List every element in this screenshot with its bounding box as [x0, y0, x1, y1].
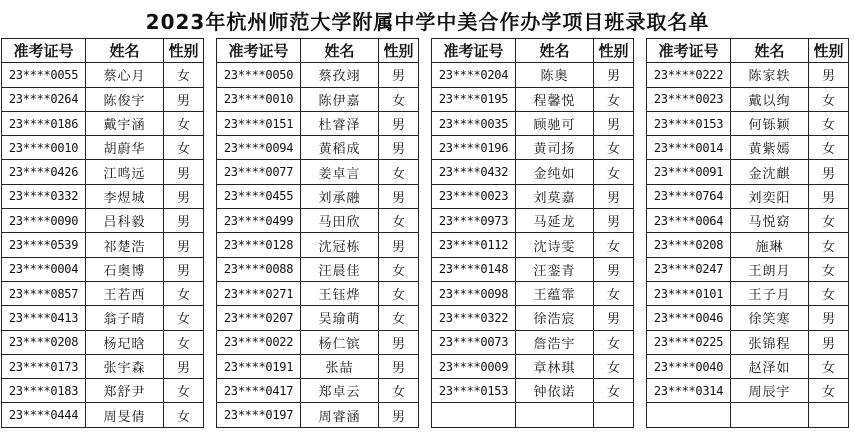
exam-id-cell: 23****0148	[432, 257, 516, 281]
name-cell: 赵泽如	[731, 354, 809, 378]
name-cell: 顾驰可	[516, 111, 594, 135]
table-row	[647, 403, 849, 427]
gender-cell: 男	[594, 111, 634, 135]
gender-cell: 男	[809, 160, 849, 184]
name-cell: 吴瑜萌	[301, 306, 379, 330]
exam-id-cell: 23****0444	[2, 403, 86, 427]
table-row	[647, 330, 849, 354]
exam-id-cell: 23****0973	[432, 209, 516, 233]
gender-cell: 女	[379, 160, 419, 184]
gender-cell: 女	[164, 330, 204, 354]
exam-id-cell: 23****0101	[647, 281, 731, 305]
table-header-row	[217, 39, 419, 63]
page-title: 2023年杭州师范大学附属中学中美合作办学项目班录取名单	[145, 10, 710, 34]
exam-id-cell: 23****0040	[647, 354, 731, 378]
exam-id-cell: 23****0314	[647, 379, 731, 403]
table-row	[2, 184, 204, 208]
header-name: 姓名	[86, 39, 164, 63]
gender-cell: 女	[164, 306, 204, 330]
name-cell: 陈家轶	[731, 63, 809, 87]
name-cell: 张喆	[301, 354, 379, 378]
exam-id-cell: 23****0151	[217, 111, 301, 135]
name-cell: 陈奥	[516, 63, 594, 87]
table-row	[2, 281, 204, 305]
table-row	[647, 87, 849, 111]
gender-cell: 女	[809, 87, 849, 111]
gender-cell: 男	[164, 354, 204, 378]
admission-table-1	[1, 38, 204, 428]
gender-cell: 女	[809, 257, 849, 281]
exam-id-cell: 23****0208	[647, 233, 731, 257]
name-cell: 黄稻成	[301, 136, 379, 160]
gender-cell: 女	[594, 379, 634, 403]
name-cell: 祁楚浩	[86, 233, 164, 257]
table-header-row	[432, 39, 634, 63]
gender-cell: 女	[164, 281, 204, 305]
table-row	[2, 209, 204, 233]
exam-id-cell: 23****0191	[217, 354, 301, 378]
name-cell: 汪晨佳	[301, 257, 379, 281]
name-cell: 施琳	[731, 233, 809, 257]
name-cell: 王朗月	[731, 257, 809, 281]
exam-id-cell: 23****0153	[647, 111, 731, 135]
table-row	[217, 136, 419, 160]
gender-cell: 女	[594, 136, 634, 160]
gender-cell: 男	[164, 233, 204, 257]
gender-cell: 女	[809, 209, 849, 233]
name-cell: 周辰宇	[731, 379, 809, 403]
table-row	[647, 184, 849, 208]
name-cell: 王若西	[86, 281, 164, 305]
exam-id-cell: 23****0413	[2, 306, 86, 330]
exam-id-cell: 23****0222	[647, 63, 731, 87]
table-row	[647, 111, 849, 135]
exam-id-cell: 23****0010	[217, 87, 301, 111]
table-row	[432, 257, 634, 281]
table-row	[2, 379, 204, 403]
exam-id-cell: 23****0077	[217, 160, 301, 184]
table-row	[432, 379, 634, 403]
gender-cell: 男	[379, 63, 419, 87]
name-cell: 章林琪	[516, 354, 594, 378]
table-row	[217, 111, 419, 135]
gender-cell: 女	[379, 257, 419, 281]
exam-id-cell: 23****0195	[432, 87, 516, 111]
exam-id-cell: 23****0186	[2, 111, 86, 135]
table-row	[217, 354, 419, 378]
exam-id-cell: 23****0090	[2, 209, 86, 233]
gender-cell: 男	[379, 354, 419, 378]
gender-cell: 男	[379, 233, 419, 257]
name-cell: 何铄颖	[731, 111, 809, 135]
name-cell: 杨仁镔	[301, 330, 379, 354]
exam-id-cell: 23****0128	[217, 233, 301, 257]
exam-id-cell: 23****0023	[432, 184, 516, 208]
table-row	[432, 160, 634, 184]
gender-cell: 男	[809, 330, 849, 354]
gender-cell: 男	[164, 160, 204, 184]
exam-id-cell: 23****0197	[217, 403, 301, 427]
table-row	[217, 233, 419, 257]
exam-id-cell: 23****0073	[432, 330, 516, 354]
exam-id-cell: 23****0035	[432, 111, 516, 135]
gender-cell: 女	[164, 111, 204, 135]
gender-cell: 女	[594, 87, 634, 111]
exam-id-cell: 23****0010	[2, 136, 86, 160]
exam-id-cell: 23****0094	[217, 136, 301, 160]
gender-cell: 女	[379, 306, 419, 330]
gender-cell: 男	[164, 184, 204, 208]
exam-id-cell: 23****0064	[647, 209, 731, 233]
table-row	[217, 257, 419, 281]
header-gender: 性别	[809, 39, 849, 63]
gender-cell: 男	[809, 63, 849, 87]
name-cell: 李煜城	[86, 184, 164, 208]
name-cell: 陈俊宇	[86, 87, 164, 111]
gender-cell: 男	[809, 306, 849, 330]
table-row	[217, 330, 419, 354]
exam-id-cell: 23****0455	[217, 184, 301, 208]
table-row	[217, 306, 419, 330]
table-row	[647, 379, 849, 403]
table-row	[2, 330, 204, 354]
exam-id-cell: 23****0022	[217, 330, 301, 354]
gender-cell: 女	[809, 136, 849, 160]
table-row	[432, 209, 634, 233]
table-row	[647, 160, 849, 184]
exam-id-cell: 23****0417	[217, 379, 301, 403]
table-row	[2, 403, 204, 427]
name-cell: 王钰烨	[301, 281, 379, 305]
table-header-row	[647, 39, 849, 63]
table-row	[647, 63, 849, 87]
name-cell: 马延龙	[516, 209, 594, 233]
header-exam-id: 准考证号	[217, 39, 301, 63]
exam-id-cell	[647, 403, 731, 427]
gender-cell: 男	[379, 403, 419, 427]
exam-id-cell: 23****0332	[2, 184, 86, 208]
exam-id-cell: 23****0857	[2, 281, 86, 305]
name-cell: 蔡孜翊	[301, 63, 379, 87]
name-cell: 刘承融	[301, 184, 379, 208]
name-cell: 徐浩宸	[516, 306, 594, 330]
table-row	[2, 63, 204, 87]
table-row	[647, 306, 849, 330]
gender-cell	[809, 403, 849, 427]
exam-id-cell: 23****0088	[217, 257, 301, 281]
table-row	[217, 87, 419, 111]
table-row	[647, 257, 849, 281]
exam-id-cell: 23****0046	[647, 306, 731, 330]
gender-cell: 女	[594, 160, 634, 184]
name-cell: 戴以绚	[731, 87, 809, 111]
table-row	[217, 281, 419, 305]
gender-cell: 女	[809, 379, 849, 403]
table-row	[432, 136, 634, 160]
header-gender: 性别	[594, 39, 634, 63]
name-cell: 黄司扬	[516, 136, 594, 160]
name-cell: 郑卓云	[301, 379, 379, 403]
exam-id-cell: 23****0112	[432, 233, 516, 257]
exam-id-cell: 23****0247	[647, 257, 731, 281]
table-row	[432, 111, 634, 135]
gender-cell: 女	[809, 354, 849, 378]
header-name: 姓名	[516, 39, 594, 63]
header-exam-id: 准考证号	[2, 39, 86, 63]
table-row	[217, 184, 419, 208]
table-row	[647, 354, 849, 378]
table-row	[2, 233, 204, 257]
gender-cell: 男	[594, 184, 634, 208]
header-name: 姓名	[731, 39, 809, 63]
name-cell: 黄紫嫣	[731, 136, 809, 160]
name-cell: 汪銮青	[516, 257, 594, 281]
table-row	[2, 257, 204, 281]
name-cell: 翁子晴	[86, 306, 164, 330]
admission-table-4	[646, 38, 849, 428]
gender-cell: 女	[594, 281, 634, 305]
gender-cell: 女	[809, 111, 849, 135]
gender-cell: 男	[594, 306, 634, 330]
exam-id-cell: 23****0173	[2, 354, 86, 378]
table-row	[432, 63, 634, 87]
table-row	[432, 184, 634, 208]
gender-cell: 男	[379, 330, 419, 354]
exam-id-cell: 23****0264	[2, 87, 86, 111]
name-cell: 钟依诺	[516, 379, 594, 403]
exam-id-cell: 23****0014	[647, 136, 731, 160]
name-cell: 詹浩宇	[516, 330, 594, 354]
exam-id-cell: 23****0055	[2, 63, 86, 87]
name-cell: 周旻倩	[86, 403, 164, 427]
admission-table-3	[431, 38, 634, 428]
gender-cell: 女	[164, 379, 204, 403]
exam-id-cell: 23****0183	[2, 379, 86, 403]
table-row	[432, 87, 634, 111]
gender-cell: 男	[164, 209, 204, 233]
exam-id-cell: 23****0023	[647, 87, 731, 111]
name-cell: 刘奕阳	[731, 184, 809, 208]
name-cell: 张宇森	[86, 354, 164, 378]
table-row	[647, 136, 849, 160]
name-cell: 陈伊嘉	[301, 87, 379, 111]
gender-cell: 男	[379, 184, 419, 208]
gender-cell: 女	[379, 209, 419, 233]
exam-id-cell: 23****0499	[217, 209, 301, 233]
gender-cell: 女	[164, 63, 204, 87]
gender-cell: 女	[164, 136, 204, 160]
name-cell: 金纯如	[516, 160, 594, 184]
table-row	[2, 354, 204, 378]
header-name: 姓名	[301, 39, 379, 63]
table-row	[2, 111, 204, 135]
gender-cell: 男	[594, 209, 634, 233]
name-cell: 王子月	[731, 281, 809, 305]
table-row	[217, 160, 419, 184]
header-exam-id: 准考证号	[432, 39, 516, 63]
header-exam-id: 准考证号	[647, 39, 731, 63]
table-row	[647, 209, 849, 233]
name-cell: 戴宇涵	[86, 111, 164, 135]
exam-id-cell: 23****0432	[432, 160, 516, 184]
gender-cell: 女	[809, 281, 849, 305]
table-row	[2, 87, 204, 111]
header-gender: 性别	[379, 39, 419, 63]
table-row	[432, 354, 634, 378]
gender-cell: 男	[379, 136, 419, 160]
exam-id-cell: 23****0225	[647, 330, 731, 354]
gender-cell: 女	[594, 354, 634, 378]
table-row	[432, 330, 634, 354]
table-row	[2, 306, 204, 330]
table-header-row	[2, 39, 204, 63]
name-cell: 蔡心月	[86, 63, 164, 87]
name-cell: 石奥博	[86, 257, 164, 281]
table-row	[2, 136, 204, 160]
gender-cell	[594, 403, 634, 427]
exam-id-cell: 23****0004	[2, 257, 86, 281]
name-cell: 姜卓言	[301, 160, 379, 184]
table-row	[432, 306, 634, 330]
name-cell: 吕科毅	[86, 209, 164, 233]
name-cell: 马悦窈	[731, 209, 809, 233]
gender-cell: 女	[809, 233, 849, 257]
gender-cell: 男	[379, 111, 419, 135]
gender-cell: 女	[379, 281, 419, 305]
table-row	[432, 281, 634, 305]
exam-id-cell: 23****0050	[217, 63, 301, 87]
gender-cell: 男	[594, 63, 634, 87]
name-cell	[731, 403, 809, 427]
exam-id-cell	[432, 403, 516, 427]
gender-cell: 女	[379, 379, 419, 403]
gender-cell: 女	[164, 403, 204, 427]
exam-id-cell: 23****0764	[647, 184, 731, 208]
table-row	[217, 209, 419, 233]
exam-id-cell: 23****0208	[2, 330, 86, 354]
gender-cell: 女	[594, 233, 634, 257]
name-cell: 沈诗雯	[516, 233, 594, 257]
name-cell: 程馨悦	[516, 87, 594, 111]
gender-cell: 男	[164, 257, 204, 281]
table-row	[217, 379, 419, 403]
name-cell: 郑舒尹	[86, 379, 164, 403]
name-cell	[516, 403, 594, 427]
gender-cell: 女	[379, 87, 419, 111]
table-row	[647, 233, 849, 257]
exam-id-cell: 23****0009	[432, 354, 516, 378]
name-cell: 沈冠栋	[301, 233, 379, 257]
name-cell: 刘莫嘉	[516, 184, 594, 208]
exam-id-cell: 23****0196	[432, 136, 516, 160]
exam-id-cell: 23****0091	[647, 160, 731, 184]
name-cell: 江鸣远	[86, 160, 164, 184]
exam-id-cell: 23****0539	[2, 233, 86, 257]
name-cell: 杜睿泽	[301, 111, 379, 135]
exam-id-cell: 23****0153	[432, 379, 516, 403]
name-cell: 王蕴霏	[516, 281, 594, 305]
exam-id-cell: 23****0271	[217, 281, 301, 305]
header-gender: 性别	[164, 39, 204, 63]
table-row	[432, 233, 634, 257]
exam-id-cell: 23****0204	[432, 63, 516, 87]
name-cell: 胡蔚华	[86, 136, 164, 160]
exam-id-cell: 23****0322	[432, 306, 516, 330]
gender-cell: 男	[809, 184, 849, 208]
table-row	[647, 281, 849, 305]
table-row	[217, 63, 419, 87]
table-row	[2, 160, 204, 184]
gender-cell: 女	[594, 330, 634, 354]
name-cell: 杨玘晗	[86, 330, 164, 354]
name-cell: 周睿涵	[301, 403, 379, 427]
name-cell: 张锦程	[731, 330, 809, 354]
admission-table-2	[216, 38, 419, 428]
name-cell: 徐笑寒	[731, 306, 809, 330]
exam-id-cell: 23****0098	[432, 281, 516, 305]
table-row	[217, 403, 419, 427]
exam-id-cell: 23****0426	[2, 160, 86, 184]
gender-cell: 男	[164, 87, 204, 111]
gender-cell: 男	[594, 257, 634, 281]
name-cell: 金沈麒	[731, 160, 809, 184]
name-cell: 马田欣	[301, 209, 379, 233]
exam-id-cell: 23****0207	[217, 306, 301, 330]
table-row	[432, 403, 634, 427]
